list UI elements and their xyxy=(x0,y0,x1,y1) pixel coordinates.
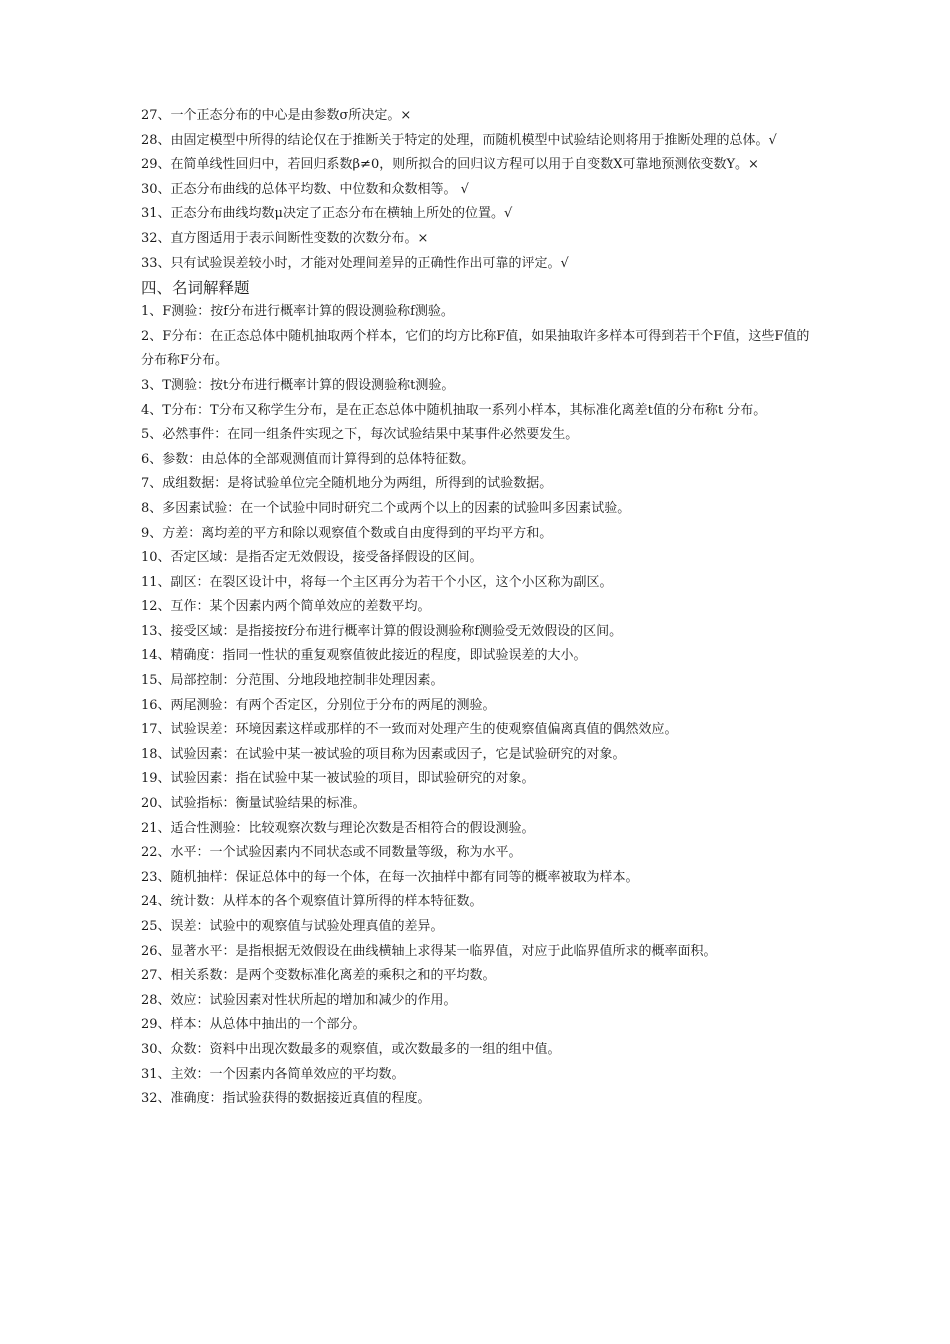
term-item: 30、众数：资料中出现次数最多的观察值，或次数最多的一组的组中值。 xyxy=(141,1041,561,1057)
term-item: 12、互作：某个因素内两个简单效应的差数平均。 xyxy=(141,599,431,615)
term-item: 27、相关系数：是两个变数标准化离差的乘积之和的平均数。 xyxy=(141,968,496,984)
judgement-item: 31、正态分布曲线均数μ决定了正态分布在横轴上所处的位置。√ xyxy=(141,206,513,222)
term-item: 17、试验误差：环境因素这样或那样的不一致而对处理产生的使观察值偏离真值的偶然效应。 xyxy=(141,722,678,738)
term-item: 4、T分布：T分布又称学生分布，是在正态总体中随机抽取一系列小样本，其标准化离差t值的分布称t 分布。 xyxy=(141,402,767,418)
term-item: 10、否定区域：是指否定无效假设，接受备择假设的区间。 xyxy=(141,550,483,566)
term-item: 13、接受区域：是指接按f分布进行概率计算的假设测验称f测验受无效假设的区间。 xyxy=(141,623,623,639)
judgement-list xyxy=(141,104,813,276)
judgement-item: 29、在简单线性回归中，若回归系数β≠0，则所拟合的回归议方程可以用于自变数X可靠地预测依变数Y。× xyxy=(141,157,759,173)
term-item: 19、试验因素：指在试验中某一被试验的项目，即试验研究的对象。 xyxy=(141,771,535,787)
judgement-item: 28、由固定模型中所得的结论仅在于推断关于特定的处理，而随机模型中试验结论则将用于推断处理的总体。√ xyxy=(141,132,777,148)
term-item: 24、统计数：从样本的各个观察值计算所得的样本特征数。 xyxy=(141,894,483,910)
term-item: 25、误差：试验中的观察值与试验处理真值的差异。 xyxy=(141,919,444,934)
term-item: 15、局部控制：分范围、分地段地控制非处理因素。 xyxy=(141,673,444,689)
term-item: 22、水平：一个试验因素内不同状态或不同数量等级，称为水平。 xyxy=(141,845,522,861)
judgement-item: 33、只有试验误差较小时，才能对处理间差异的正确性作出可靠的评定。√ xyxy=(141,255,569,271)
term-item: 20、试验指标：衡量试验结果的标准。 xyxy=(141,796,366,812)
term-item: 11、副区：在裂区设计中，将每一个主区再分为若干个小区，这个小区称为副区。 xyxy=(141,574,613,590)
term-item: 2、F分布：在正态总体中随机抽取两个样本，它们的均方比称F值，如果抽取许多样本可得到若干个F值，这些F值的分布称F分布。 xyxy=(141,328,810,369)
term-item: 14、精确度：指同一性状的重复观察值彼此接近的程度，即试验误差的大小。 xyxy=(141,648,587,664)
section-title: 四、名词解释题 xyxy=(141,279,250,298)
term-item: 16、两尾测验：有两个否定区，分别位于分布的两尾的测验。 xyxy=(141,697,496,713)
judgement-item: 30、正态分布曲线的总体平均数、中位数和众数相等。 √ xyxy=(141,181,469,197)
term-list xyxy=(141,300,813,1112)
term-item: 23、随机抽样：保证总体中的每一个体，在每一次抽样中都有同等的概率被取为样本。 xyxy=(141,869,639,885)
term-item: 28、效应：试验因素对性状所起的增加和减少的作用。 xyxy=(141,992,457,1008)
term-item: 32、准确度：指试验获得的数据接近真值的程度。 xyxy=(141,1091,431,1107)
judgement-item: 32、直方图适用于表示间断性变数的次数分布。× xyxy=(141,230,429,246)
term-item: 31、主效：一个因素内各简单效应的平均数。 xyxy=(141,1066,405,1082)
term-item: 3、T测验：按t分布进行概率计算的假设测验称t测验。 xyxy=(141,377,455,393)
term-item: 5、必然事件：在同一组条件实现之下，每次试验结果中某事件必然要发生。 xyxy=(141,427,579,443)
term-item: 6、参数：由总体的全部观测值而计算得到的总体特征数。 xyxy=(141,451,475,467)
term-item: 29、样本：从总体中抽出的一个部分。 xyxy=(141,1017,366,1033)
term-item: 8、多因素试验：在一个试验中同时研究二个或两个以上的因素的试验叫多因素试验。 xyxy=(141,500,631,516)
term-item: 21、适合性测验：比较观察次数与理论次数是否相符合的假设测验。 xyxy=(141,820,535,836)
term-item: 1、F测验：按f分布进行概率计算的假设测验称f测验。 xyxy=(141,304,454,320)
term-item: 26、显著水平：是指根据无效假设在曲线横轴上求得某一临界值，对应于此临界值所求的概率面积。 xyxy=(141,943,717,959)
term-item: 7、成组数据：是将试验单位完全随机地分为两组，所得到的试验数据。 xyxy=(141,476,553,492)
document-page xyxy=(141,104,813,1112)
term-item: 9、方差：离均差的平方和除以观察值个数或自由度得到的平均平方和。 xyxy=(141,525,553,541)
judgement-item: 27、一个正态分布的中心是由参数σ所决定。× xyxy=(141,108,412,123)
term-item: 18、试验因素：在试验中某一被试验的项目称为因素或因子，它是试验研究的对象。 xyxy=(141,746,626,762)
